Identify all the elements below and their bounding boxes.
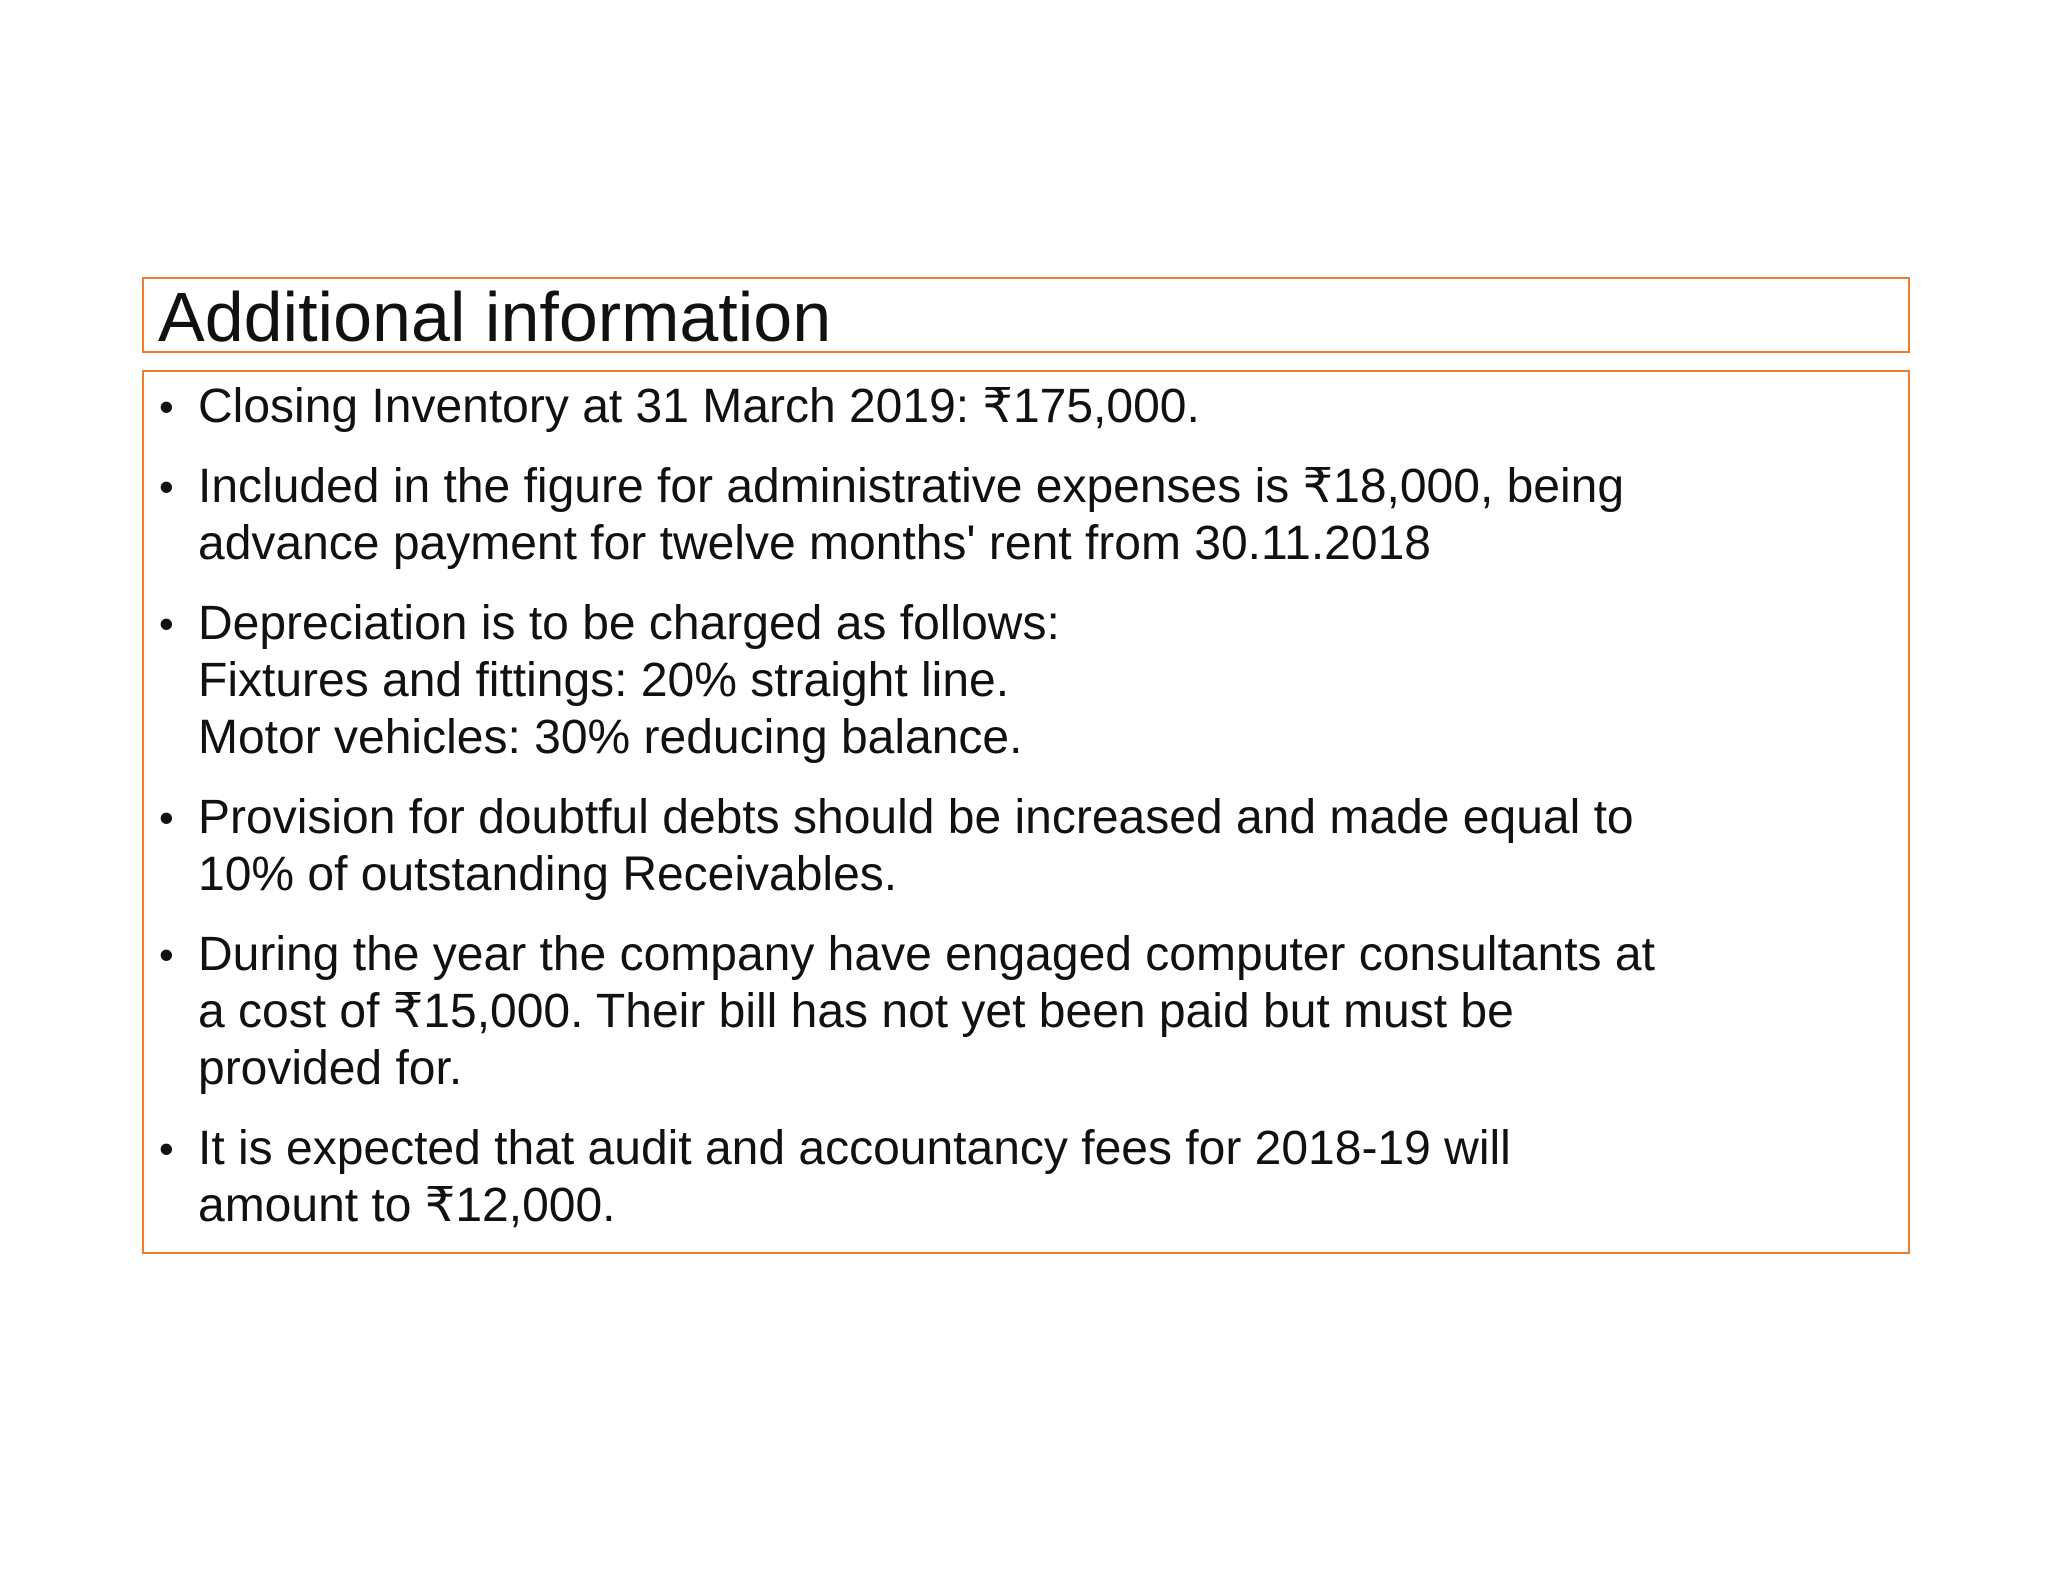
bullet-text-line: Fixtures and fittings: 20% straight line.	[198, 654, 1010, 707]
bullet-list	[159, 378, 1868, 1234]
bullet-item-depreciation	[159, 595, 1868, 766]
bullet-text-line: 10% of outstanding Receivables.	[198, 848, 898, 901]
bullet-icon: •	[159, 794, 174, 841]
bullet-icon: •	[159, 463, 174, 510]
bullet-text-line: During the year the company have engaged computer consultants at	[198, 928, 1655, 981]
bullet-item-audit-fees	[159, 1120, 1868, 1234]
bullet-icon: •	[159, 600, 174, 647]
bullet-text-line: a cost of ₹15,000. Their bill has not yet been paid but must be	[198, 985, 1514, 1038]
bullet-icon: •	[159, 383, 174, 430]
bullet-text-line: Closing Inventory at 31 March 2019: ₹175,000.	[198, 380, 1200, 433]
bullet-text-line: Included in the figure for administrative expenses is ₹18,000, being	[198, 460, 1625, 513]
bullet-text-line: Motor vehicles: 30% reducing balance.	[198, 711, 1023, 764]
bullet-item-administrative-expenses	[159, 458, 1868, 572]
bullet-item-doubtful-debts	[159, 789, 1868, 903]
bullet-text-line: provided for.	[198, 1042, 463, 1095]
bullet-icon: •	[159, 1125, 174, 1172]
bullet-text-line: Depreciation is to be charged as follows:	[198, 597, 1060, 650]
bullet-text-line: amount to ₹12,000.	[198, 1179, 616, 1232]
title-box	[142, 277, 1910, 353]
content-box	[142, 370, 1910, 1254]
bullet-text-line: It is expected that audit and accountancy fees for 2018-19 will	[198, 1122, 1511, 1175]
bullet-text-line: Provision for doubtful debts should be increased and made equal to	[198, 791, 1634, 844]
slide-title: Additional information	[158, 278, 832, 353]
bullet-item-computer-consultants	[159, 926, 1868, 1097]
bullet-icon: •	[159, 931, 174, 978]
bullet-text-line: advance payment for twelve months' rent from 30.11.2018	[198, 517, 1431, 570]
bullet-item-closing-inventory	[159, 378, 1868, 435]
